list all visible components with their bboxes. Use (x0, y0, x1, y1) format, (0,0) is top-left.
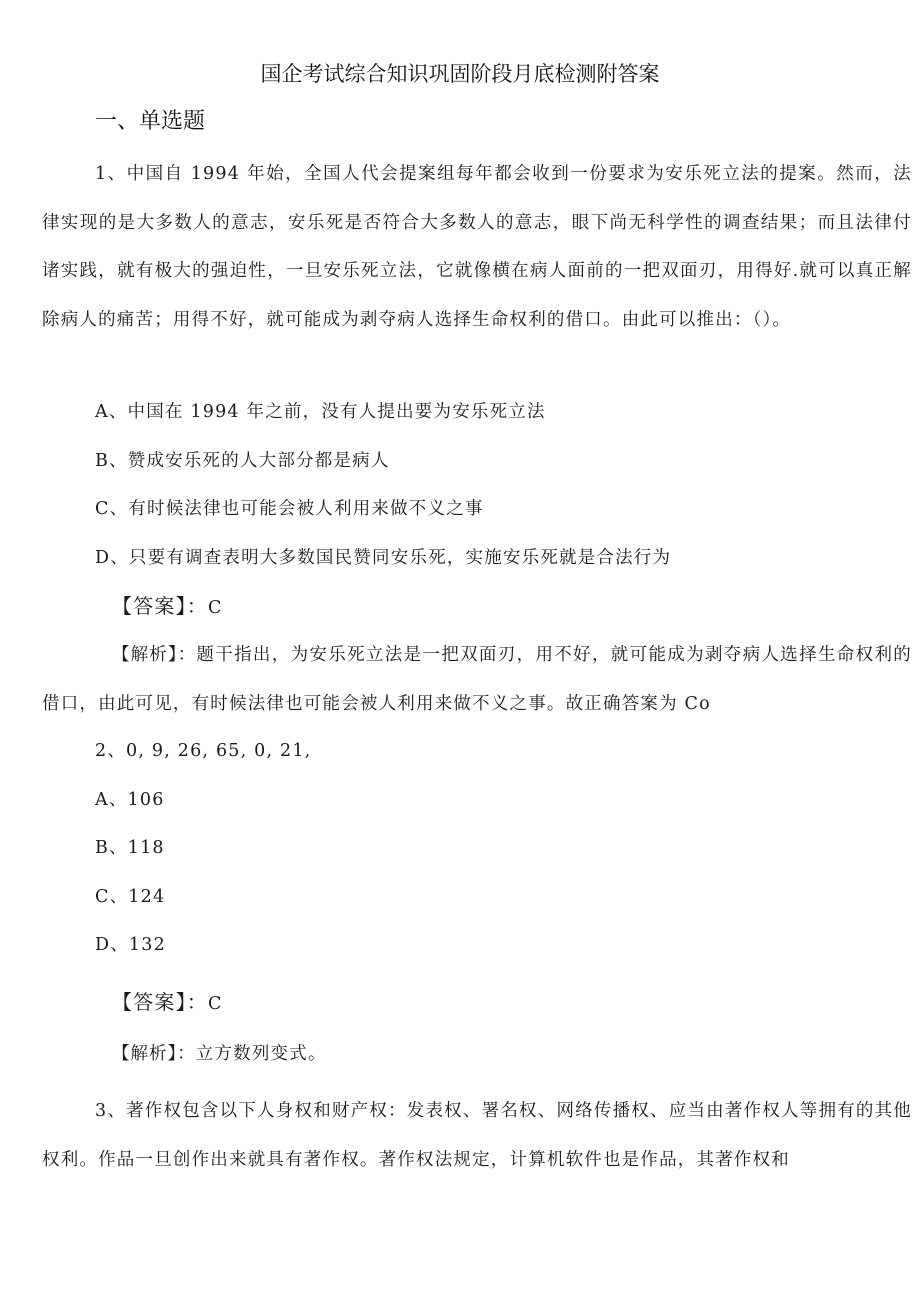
question-3-stem: 3、著作权包含以下人身权和财产权：发表权、署名权、网络传播权、应当由著作权人等拥有的其他权利。作品一旦创作出来就具有著作权。著作权法规定，计算机软件也是作品，其著作权和 (42, 1101, 912, 1170)
question-1-option-d: D、只要有调查表明大多数国民赞同安乐死，实施安乐死就是合法行为 (95, 548, 672, 568)
explanation-label: 【解析】： (112, 1044, 196, 1064)
answer-value: C (208, 994, 223, 1014)
question-2-option-a: A、106 (95, 790, 165, 810)
section-heading: 一、单选题 (95, 109, 206, 134)
question-2-option-c: C、124 (95, 887, 166, 907)
answer-label: 【答案】： (112, 594, 208, 618)
answer-label: 【答案】： (112, 990, 208, 1014)
question-1-option-a: A、中国在 1994 年之前，没有人提出要为安乐死立法 (95, 402, 546, 422)
question-2-explanation (112, 1040, 327, 1065)
question-1-option-c: C、有时候法律也可能会被人利用来做不义之事 (95, 499, 484, 519)
question-1-answer (112, 590, 223, 619)
question-2-stem: 2、0, 9, 26, 65, 0, 21, (95, 741, 312, 761)
question-1-option-b: B、赞成安乐死的人大部分都是病人 (95, 451, 390, 471)
document-title: 国企考试综合知识巩固阶段月底检测附答案 (260, 62, 660, 86)
question-2-option-d: D、132 (95, 935, 166, 955)
question-1-stem: 1、中国自 1994 年始，全国人代会提案组每年都会收到一份要求为安乐死立法的提案。然而，法律实现的是大多数人的意志，安乐死是否符合大多数人的意志，眼下尚无科学性的调查结果；而且法律付诸实践，就有极大的强迫性，一旦安乐死立法，它就像横在病人面前的一把双面刃，用得好.就可以真正解除病人的痛苦；用得不好，就可能成为剥夺病人选择生命权利的借口。由此可以推出：（）。 (42, 164, 912, 330)
explanation-text: 题干指出，为安乐死立法是一把双面刃，用不好，就可能成为剥夺病人选择生命权利的借口，由此可见，有时候法律也可能会被人利用来做不义之事。故正确答案为 Co (42, 645, 912, 714)
explanation-label: 【解析】： (112, 645, 197, 665)
question-2-option-b: B、118 (95, 838, 165, 858)
question-2-answer (112, 986, 223, 1015)
answer-value: C (208, 598, 223, 618)
explanation-text: 立方数列变式。 (195, 1044, 327, 1064)
question-1-explanation (42, 631, 912, 728)
